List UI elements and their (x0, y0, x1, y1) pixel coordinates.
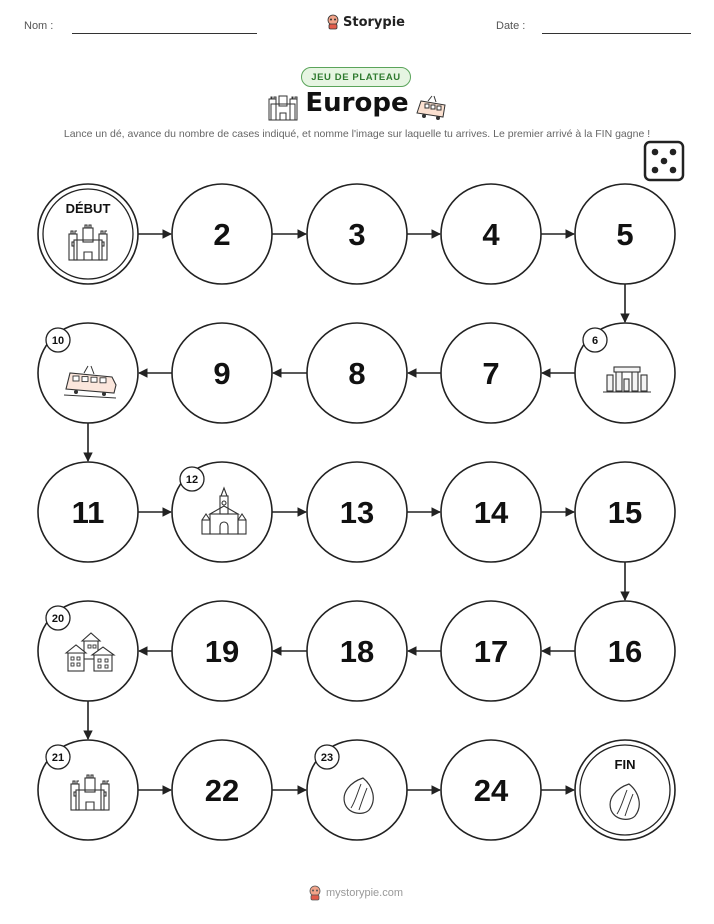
board-cell (441, 184, 541, 284)
board-cell (575, 323, 675, 423)
board-cell (575, 184, 675, 284)
cell-label: 7 (482, 356, 500, 391)
cell-number-badge (46, 328, 70, 352)
name-label: Nom : (24, 20, 54, 32)
cell-label: 18 (339, 634, 375, 669)
cell-label: 8 (348, 356, 366, 391)
cell-label: 14 (473, 495, 509, 530)
board-cell (441, 462, 541, 562)
cell-label: DÉBUT (65, 201, 111, 216)
board-cell (307, 601, 407, 701)
instructions: Lance un dé, avance du nombre de cases indiqué, et nomme l'image sur laquelle tu arrives. Le premier arrivé à la FIN gagne ! (63, 128, 651, 140)
cell-label: 9 (213, 356, 231, 391)
cell-label: 20 (51, 613, 65, 625)
cell-label: 2 (213, 217, 231, 252)
finish-cell (575, 740, 675, 840)
cell-label: 10 (51, 335, 65, 347)
start-cell (38, 184, 138, 284)
cell-label: 22 (204, 773, 240, 808)
cell-label: FIN (614, 757, 636, 772)
board-cell (307, 740, 407, 840)
cell-label: 21 (51, 752, 65, 764)
cell-label: 6 (591, 335, 599, 347)
cell-label: 23 (320, 752, 334, 764)
cell-number-badge (180, 467, 204, 491)
brand-name: Storypie (343, 14, 405, 30)
board-cell (575, 462, 675, 562)
cell-number-badge (583, 328, 607, 352)
cell-label: 15 (607, 495, 643, 530)
cell-number-badge (315, 745, 339, 769)
board-cell (307, 184, 407, 284)
dice-icon (645, 142, 683, 180)
board-cell (307, 462, 407, 562)
cell-label: 11 (71, 495, 105, 530)
cell-number-badge (46, 606, 70, 630)
date-label: Date : (496, 20, 526, 32)
cell-number-badge (46, 745, 70, 769)
game-type-badge: JEU DE PLATEAU (301, 67, 411, 87)
board-cell (172, 184, 272, 284)
board-cell (441, 601, 541, 701)
footer-url: mystorypie.com (326, 887, 404, 899)
page-title: Europe (305, 88, 409, 118)
board-cell (38, 462, 138, 562)
board-cell (441, 323, 541, 423)
mascot-icon (308, 885, 322, 901)
cell-label: 16 (607, 634, 643, 669)
cell-label: 19 (204, 634, 240, 669)
footer (308, 885, 403, 901)
board-cell (38, 601, 138, 701)
board-cell (38, 740, 138, 840)
cell-label: 12 (185, 474, 199, 486)
cell-label: 3 (348, 217, 366, 252)
cell-label: 4 (482, 217, 500, 252)
cell-label: 13 (339, 495, 375, 530)
board-cell (441, 740, 541, 840)
cell-label: 24 (473, 773, 509, 808)
board-cell (172, 323, 272, 423)
board-cell (172, 740, 272, 840)
board-cell (307, 323, 407, 423)
board-cell (575, 601, 675, 701)
board-cell (38, 323, 138, 423)
cell-label: 17 (473, 634, 509, 669)
board-cell (172, 601, 272, 701)
board-cell (172, 462, 272, 562)
cell-label: 5 (616, 217, 634, 252)
